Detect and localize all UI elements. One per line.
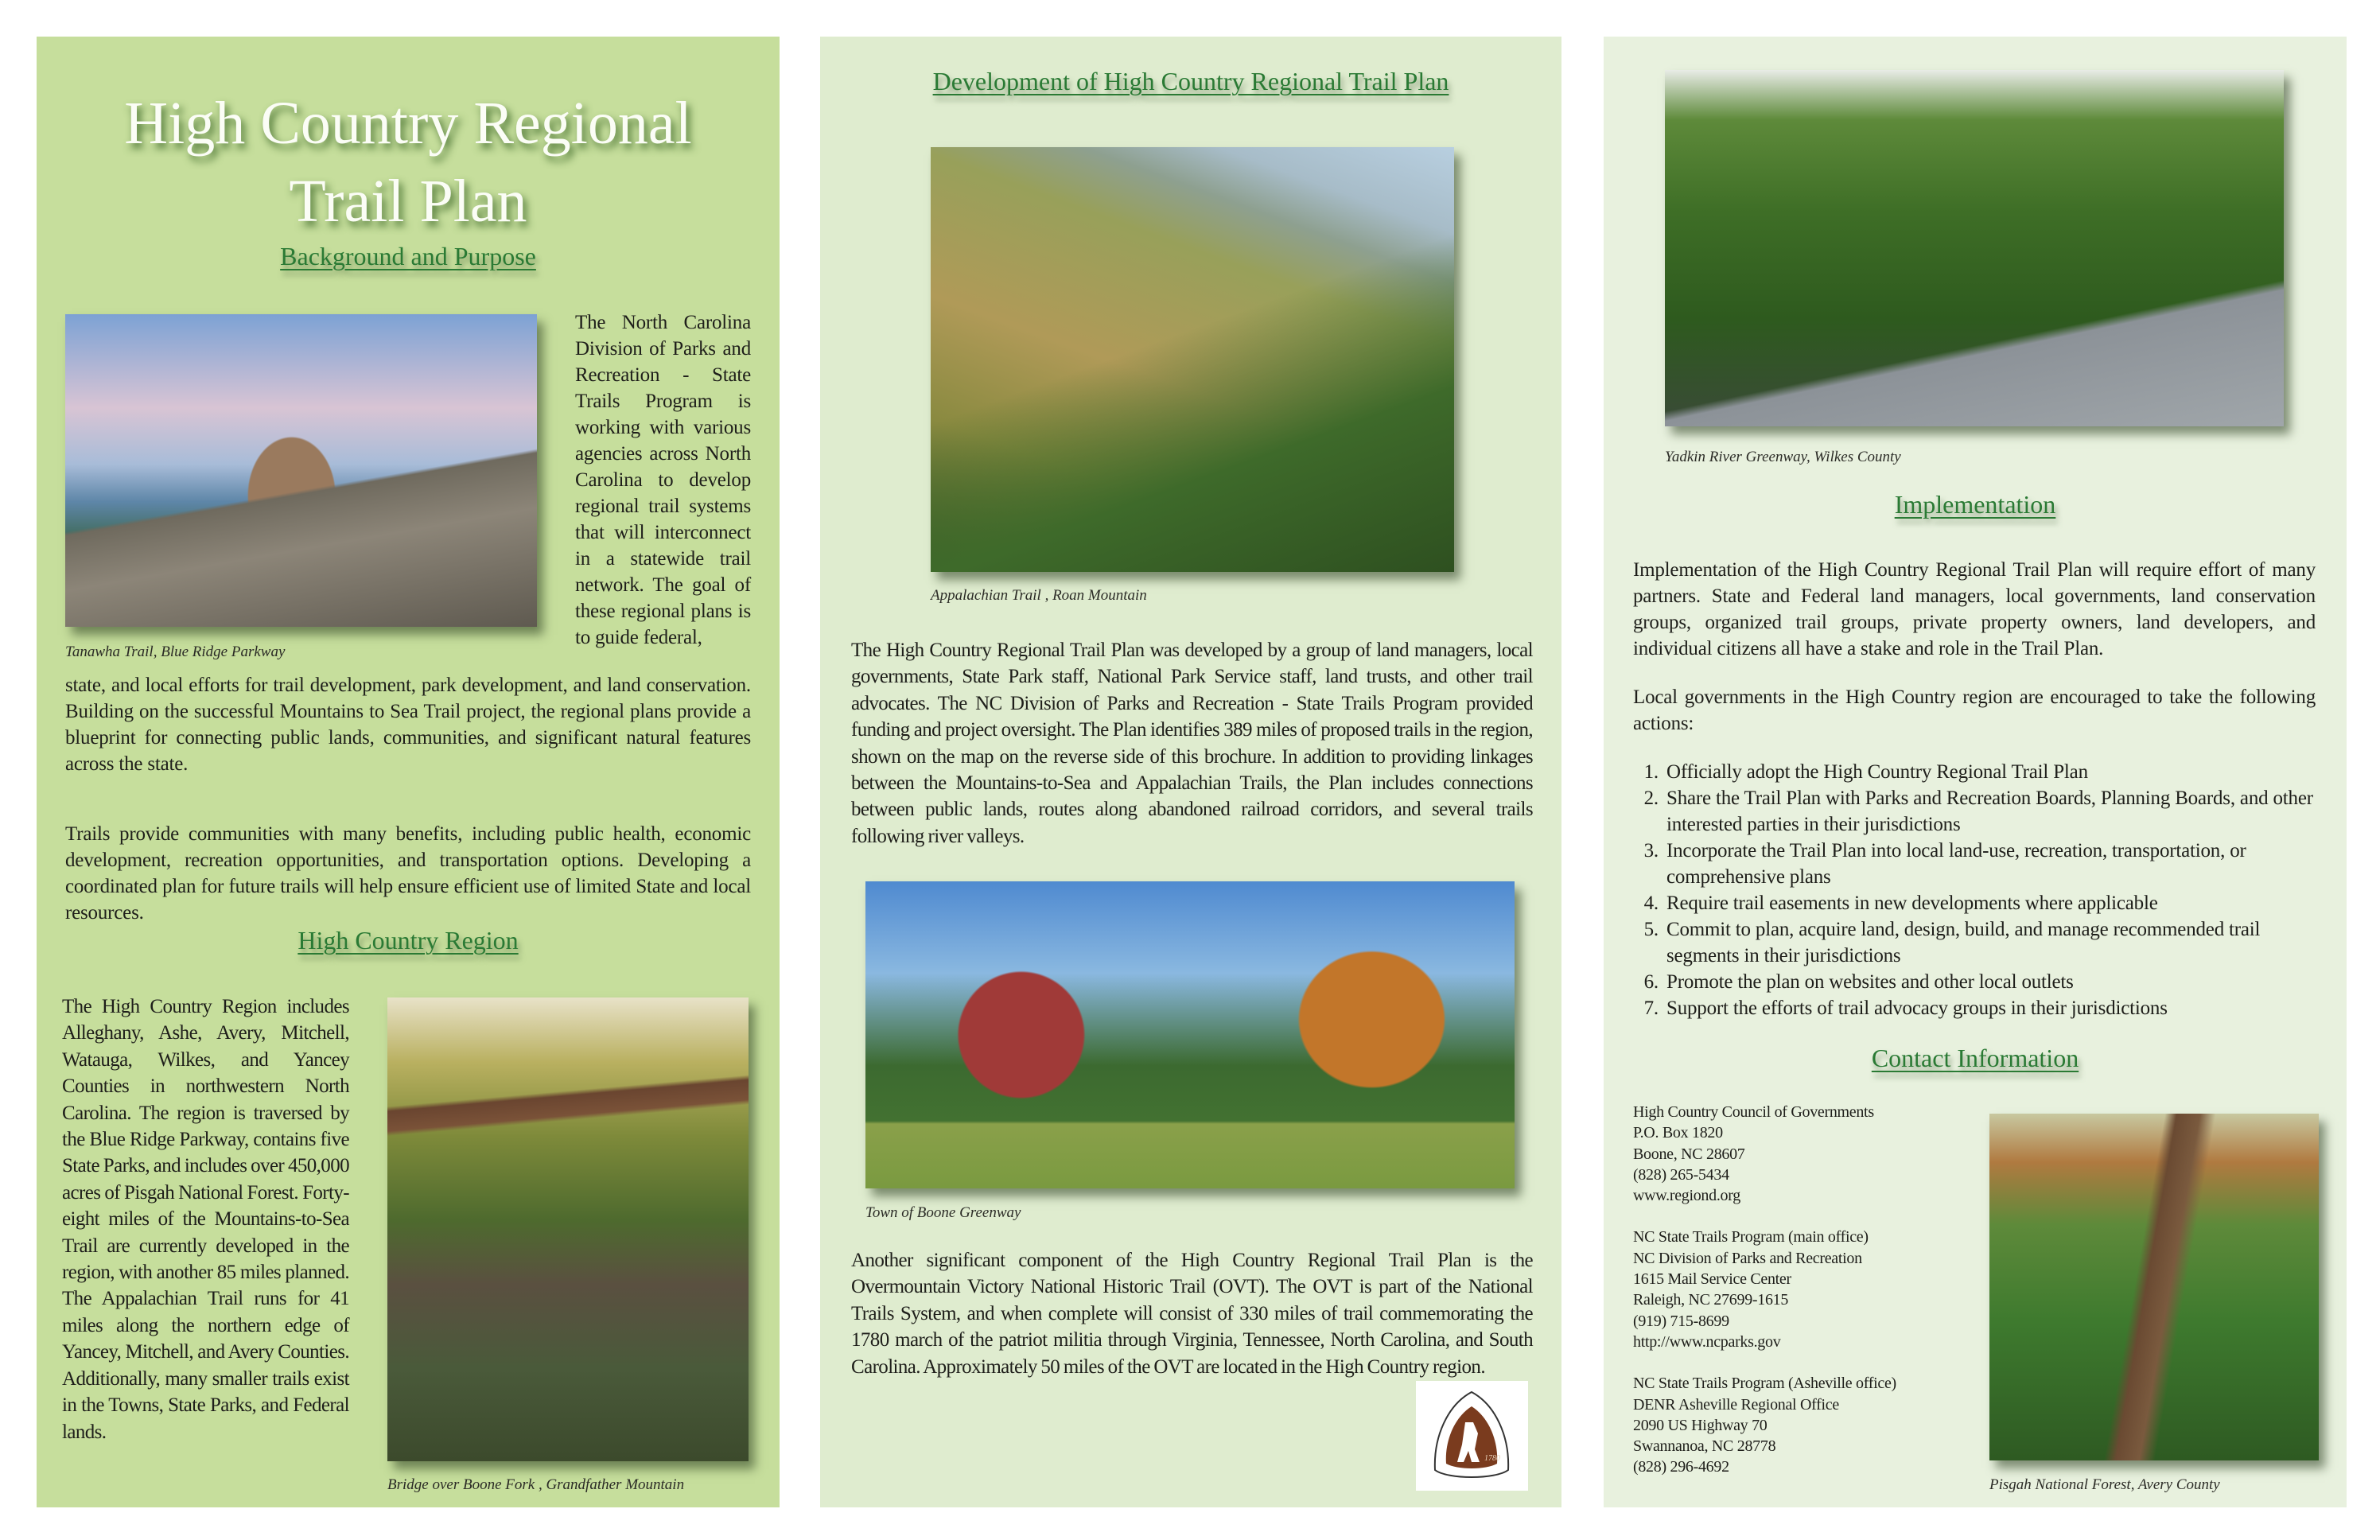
- svg-text:1780: 1780: [1484, 1454, 1500, 1463]
- brochure-title: [37, 84, 780, 240]
- panel-development: [820, 37, 1561, 1507]
- action-item: 3. Incorporate the Trail Plan into local land-use, recreation, transportation, or comprehensive plans: [1663, 838, 2316, 890]
- roan-photo-caption: Appalachian Trail , Roan Mountain: [931, 587, 1147, 604]
- background-heading: Background and Purpose: [280, 242, 536, 270]
- contact-phone: (828) 296-4692: [1633, 1458, 1729, 1476]
- bridge-photo-caption: Bridge over Boone Fork , Grandfather Mountain: [387, 1476, 685, 1493]
- contact-phone: (919) 715-8699: [1633, 1312, 1729, 1330]
- region-text: The High Country Region includes Alleghany, Ashe, Avery, Mitchell, Watauga, Wilkes, and Yancey Counties in northwestern North Carolina. The region is traversed by the Blue Ridge Parkway, contains five State Parks, and includes over 450,000 acres of Pisgah National Forest. Forty-eight miles of the Mountains-to-Sea Trail are currently developed in the region, with another 85 miles planned. The Appalachian Trail runs for 41 miles along the northern edge of Yancey, Mitchell, and Avery Counties. Additionally, many smaller trails exist in the Towns, State Parks, and Federal lands.: [62, 996, 349, 1443]
- contact-line: 2090 US Highway 70: [1633, 1416, 1768, 1434]
- boone-greenway-photo: [865, 881, 1515, 1188]
- boone-fork-bridge-photo: [387, 998, 749, 1461]
- ovt-text: Another significant component of the High Country Regional Trail Plan is the Overmountain Victory National Historic Trail (OVT). The OVT is part of the National Trails System, and when complete will consist of 330 miles of trail commemorating the 1780 march of the patriot militia through Virginia, Tennessee, North Carolina, and South Carolina. Approximately 50 miles of the OVT are located in the High Country region.: [851, 1250, 1533, 1378]
- roan-mountain-photo: [931, 147, 1454, 572]
- trails-benefits-text: Trails provide communities with many benefits, including public health, economic development, recreation opportunities, and transportation options. Developing a coordinated plan for future trails will help ensure efficient use of limited State and local resources.: [65, 823, 751, 924]
- contact-website-link[interactable]: www.regiond.org: [1633, 1187, 1740, 1205]
- action-item: 1. Officially adopt the High Country Regional Trail Plan: [1663, 759, 2316, 785]
- action-item: 7. Support the efforts of trail advocacy groups in their jurisdictions: [1663, 995, 2316, 1021]
- contact-line: Boone, NC 28607: [1633, 1145, 1745, 1163]
- actions-list: [1633, 759, 2316, 1021]
- contact-website-link[interactable]: http://www.ncparks.gov: [1633, 1332, 1781, 1351]
- implementation-heading: Implementation: [1894, 490, 2056, 519]
- contact-line: NC State Trails Program (main office): [1633, 1228, 1869, 1246]
- background-text: state, and local efforts for trail development, park development, and land conservation. Building on the successful Mountains to Sea Trail project, the regional plans provide a blueprint for connecting public lands, communities, and significant natural features across the state.: [65, 675, 751, 775]
- tanawha-trail-photo: [65, 314, 537, 627]
- title-line-1: High Country Regional: [124, 90, 692, 157]
- background-side-text: The North Carolina Division of Parks and Recreation - State Trails Program is working with various agencies across North Carolina to develop regional trail systems that will interconnect in a statewide trail network. The goal of these regional plans is to guide federal,: [575, 312, 751, 648]
- action-item: 5. Commit to plan, acquire land, design, build, and manage recommended trail segments in their jurisdictions: [1663, 916, 2316, 969]
- development-text: The High Country Regional Trail Plan was developed by a group of land managers, local governments, State Park staff, National Park Service staff, land trusts, and other trail advocates. The NC Division of Parks and Recreation - State Trails Program provided funding and project oversight. The Plan identifies 389 miles of proposed trails in the region, shown on the map on the reverse side of this brochure. In addition to providing linkages between the Mountains-to-Sea and Appalachian Trails, the Plan includes connections between public lands, routes along abandoned railroad corridors, and several trails following river valleys.: [851, 640, 1533, 847]
- contact-line: High Country Council of Governments: [1633, 1103, 1874, 1121]
- contact-line: P.O. Box 1820: [1633, 1124, 1723, 1142]
- pisgah-photo-caption: Pisgah National Forest, Avery County: [1989, 1476, 2220, 1493]
- greenway-photo-caption: Town of Boone Greenway: [865, 1204, 1021, 1221]
- action-item: 4. Require trail easements in new developments where applicable: [1663, 890, 2316, 916]
- contact-line: NC State Trails Program (Asheville office): [1633, 1375, 1896, 1393]
- yadkin-greenway-photo: [1665, 70, 2284, 426]
- contact-line: 1615 Mail Service Center: [1633, 1270, 1791, 1289]
- contact-line: Swannanoa, NC 28778: [1633, 1437, 1776, 1456]
- tanawha-photo-caption: Tanawha Trail, Blue Ridge Parkway: [65, 644, 286, 660]
- actions-intro: Local governments in the High Country region are encouraged to take the following actions:: [1633, 686, 2316, 734]
- ovt-logo: [1416, 1381, 1528, 1491]
- yadkin-photo-caption: Yadkin River Greenway, Wilkes County: [1665, 449, 1901, 465]
- ovt-shield-icon: [1416, 1381, 1528, 1491]
- action-item: 6. Promote the plan on websites and other local outlets: [1663, 969, 2316, 995]
- panel-implementation-contact: [1604, 37, 2347, 1507]
- contact-line: DENR Asheville Regional Office: [1633, 1395, 1839, 1414]
- contact-list: [1633, 1102, 1896, 1478]
- action-item: 2. Share the Trail Plan with Parks and Recreation Boards, Planning Boards, and other interested parties in their jurisdictions: [1663, 785, 2316, 838]
- pisgah-forest-photo: [1989, 1114, 2319, 1460]
- implementation-text: Implementation of the High Country Regional Trail Plan will require effort of many partners. State and Federal land managers, local governments, land conservation groups, organized trail groups, private property owners, land developers, and individual citizens all have a stake and role in the Trail Plan.: [1633, 559, 2316, 659]
- contact-line: Raleigh, NC 27699-1615: [1633, 1291, 1789, 1309]
- contact-phone: (828) 265-5434: [1633, 1165, 1729, 1184]
- panel-background-and-region: [37, 37, 780, 1507]
- development-heading: Development of High Country Regional Trail Plan: [932, 67, 1449, 95]
- contact-line: NC Division of Parks and Recreation: [1633, 1249, 1862, 1267]
- title-line-2: Trail Plan: [289, 168, 527, 235]
- contact-heading: Contact Information: [1871, 1044, 2079, 1072]
- region-heading: High Country Region: [298, 926, 519, 955]
